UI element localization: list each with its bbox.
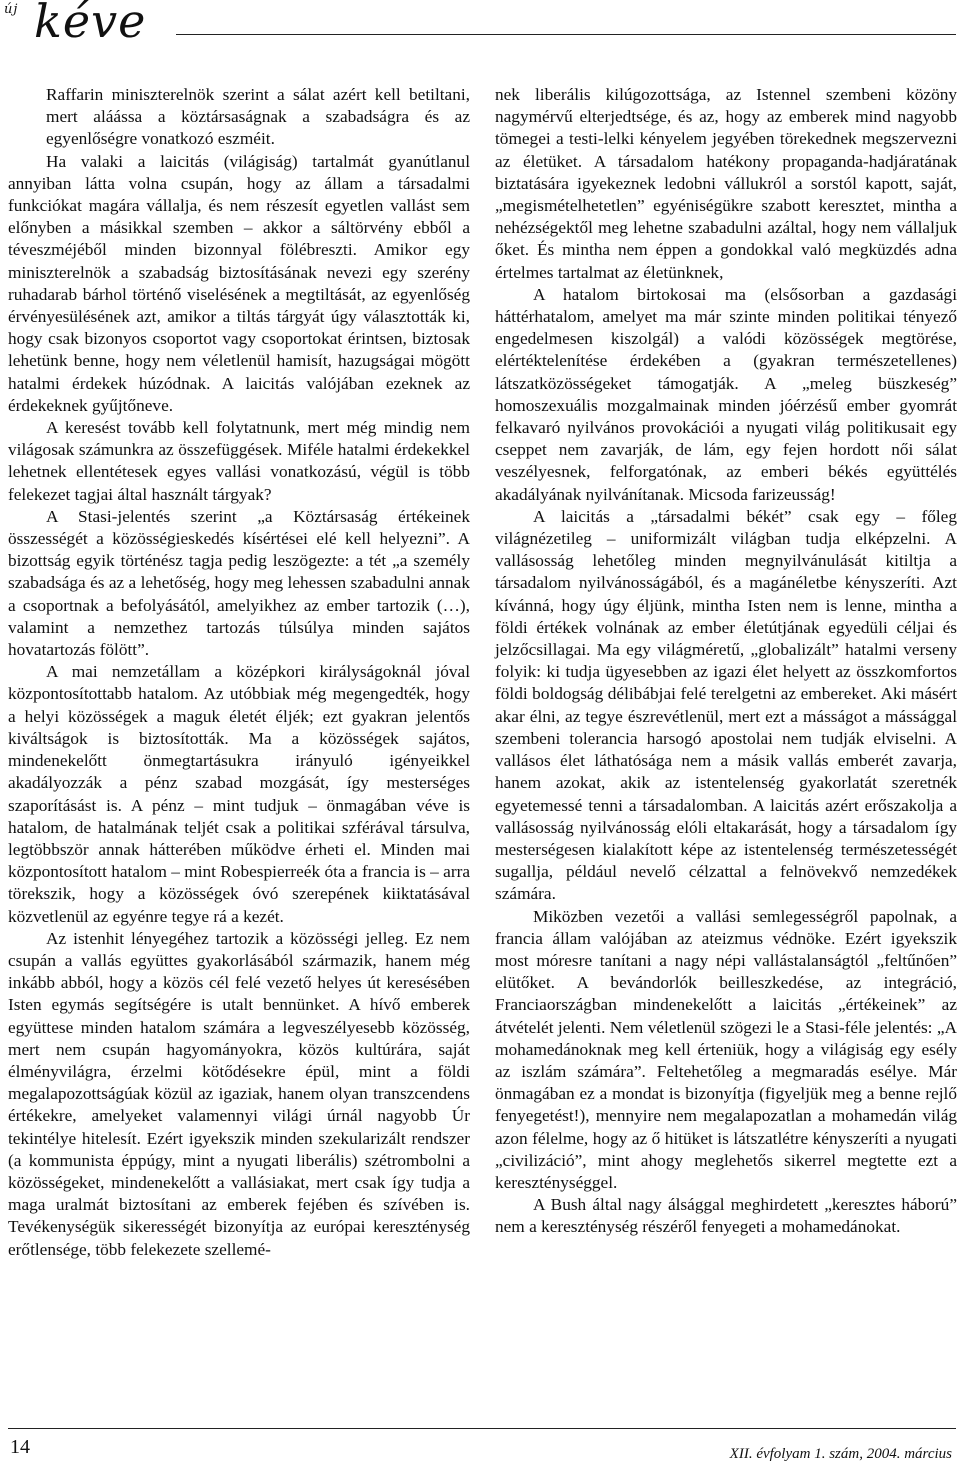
masthead [0, 0, 960, 60]
logo-title: kéve [34, 0, 147, 48]
paragraph: Miközben vezetői a vallási semlegességről papolnak, a francia állam valójában az ateizmus védnöke. Ezért igyekszik most móresre tanítani a nagy népi vallástalanságtól „feltűnően” elütőket. A bevándorlók beilleszkedése, az integráció, Franciaországban mindenekelőtt a laicitás „értékeinek” az átvételét jelenti. Nem véletlenül szögezi le a Stasi-féle jelentés: „A mohamedánoknak meg kell érteniük, hogy a világiság egy esély az iszlám számára”. Feltehetőleg a megmaradás esélye. Már önmagában ez a mondat is bizonyítja (figyeljük meg a benne rejlő fenyegetést!), mennyire nem megalapozatlan a mohamedán világ azon félelme, hogy az ő hitüket is látszatlétre kényszeríti a nyugati „civilizáció”, mint ahogy meglehetős sikerrel megtette ezt a kereszténységgel. [495, 906, 957, 1192]
right-column [495, 84, 957, 1239]
left-column [8, 84, 470, 1261]
header-rule [176, 34, 956, 35]
paragraph: Ha valaki a laicitás (világiság) tartalmát gyanútlanul annyiban látta volna csupán, hogy az állam a társadalmi funkciókat magára vállalja, és nem részesít egyetlen vallást sem előnyben a másikkal szemben – akkor a sáltörvény ebből a téveszméjéből minden bizonnyal fölébreszti. Amikor egy miniszterelnök a szabadság biztosításának nevezi egy szerény ruhadarab bárhol történő viselésének a megtiltását, az egyenlőség érvényesülésének azt, amikor a tiltás tárgyát úgy választották ki, hogy csak bizonyos csoportot vagy csoportokat érintsen, biztosak lehetünk benne, hogy nem véletlenül hamisít, hazugságai mögött hatalmi érdekek húzódnak. A laicitás valójában ezeknek az érdekeknek gyűjtőneve. [8, 151, 470, 415]
paragraph: A Stasi-jelentés szerint „a Köztársaság értékeinek összességét a közösségieskedés kísértései elé kell helyezni”. A bizottság egyik történész tagja pedig leszögezte: a tét „a személy szabadsága és az a lehetőség, hogy meg lehessen szabadulni annak a csoportnak a befolyásától, amelyikhez az ember tartozik (…), valamint a nemzethez tartozás túlsúlya minden sajátos hovatartozás fölött”. [8, 506, 470, 660]
footer-rule [8, 1428, 956, 1429]
paragraph: nek liberális kilúgozottsága, az Istennel szembeni közöny nagymérvű elterjedtsége, és az, hogy az emberek mind nagyobb tömegei a testi-lelki kényelem jegyében törekednek megszervezni az életüket. A társadalom hatékony propaganda-hadjáratának biztatására igyekeznek ledobni vállukról a sorstól kapott, saját, „megismételhetetlen” egyéniségükre szabott keresztet, mintha a nehézségektől meg lehetne szabadulni azáltal, hogy nem vállaljuk őket. És mintha nem éppen a gondokkal való megküzdés adna értelmes tartalmat az életünknek, [495, 85, 957, 282]
paragraph: A laicitás a „társadalmi békét” csak egy – főleg világnézetileg – uniformizált világban tudja elképzelni. A vallásosság lehetőleg minden megnyilvánulását kitiltja a társadalom nyilvánosságából, és a magánéletbe kényszeríti. Azt kívánná, hogy úgy éljünk, mintha Isten nem is lenne, mintha a földi értékek volnának az ember életútjának egyedüli céljai és jelzőcsillagai. Ma egy világméretű, „globalizált” hatalmi verseny folyik: ki tudja ügyesebben az igazi élet helyett az összkomfortos földi boldogság délibábjai felé terelgetni az embereket. Aki másért akar élni, az tegye észrevétlenül, mert ezt a másságot a mássággal szembeni tolerancia harsogó apostolai nem tudják elviselni. A vallásos élet láthatósága nem a másik vallás emberét zavarja, hanem azokat, akik az istentelenség gyakorlatát szeretnék egyetemessé tenni a társadalomban. A laicitás azért erőszakolja a vallásosság nyilvánosság elóli eltakarását, hogy a társadalom így mesterségesen kialakított képe az istentelenség természetességét sugallja, például nevelő célzattal a felnövekvő nemzedékek számára. [495, 506, 957, 904]
page-number: 14 [10, 1436, 30, 1458]
paragraph: A Bush által nagy álsággal meghirdetett „keresztes háború” nem a kereszténység részéről fenyegeti a mohamedánokat. [495, 1195, 957, 1237]
paragraph: A keresést tovább kell folytatnunk, mert még mindig nem világosak számunkra az összefüggések. Miféle hatalmi érdekekkel lehetnek ellentétesek egyes vallási vonatkozású, végül is több felekezet tagjai által használt tárgyak? [8, 418, 470, 504]
paragraph: Raffarin miniszterelnök szerint a sálat azért kell betiltani, mert aláássa a köztársaságnak a szabadságra és az egyenlőségre vonatkozó eszméit. [46, 85, 470, 149]
paragraph: A mai nemzetállam a középkori királyságoknál jóval központosítottabb hatalom. Az utóbbiak még megengedték, hogy a helyi közösségek a maguk életét éljék; ezt gyakran jelentős kiváltságok is biztosították. Ma a közösségek sajátos, mindenekelőtt önmegtartásukra irányuló igényeikkel akadályozzák a pénz szabad mozgását, így mesterséges szaporításást is. A pénz – mint tudjuk – önmagában véve is hatalom, de hatalmának teljét csak a politikai szférával társulva, legtöbbször annak hátterében működve érheti el. Minden mai központosított hatalom – mint Robespierreék óta a francia is – arra törekszik, hogy a közösségek óvó szerepének kiiktatásával közvetlenül az egyénre tegye rá a kezét. [8, 662, 470, 926]
logo-small-text: új [4, 2, 19, 17]
issue-info: XII. évfolyam 1. szám, 2004. március [729, 1446, 952, 1462]
paragraph: A hatalom birtokosai ma (elsősorban a gazdasági háttérhatalom, amelyet ma már szinte minden politikai tényező engedelmesen kiszolgál) a valódi közösségek megtörése, elértéktelenítése érdekében a (gyakran természetellenes) látszatközösségeket támogatják. A „meleg büszkeség” homoszexuális mozgalmainak minden jóérzésű ember gyomrát felkavaró nyilvános provokációi a nyugati világ politikusait egy cseppet nem zavarják, de lám, egy fejen hordott női sálat veszélyesnek, felforgatónak, az emberi békés együttélés akadályának nyilvánítanak. Micsoda farizeusság! [495, 284, 957, 504]
paragraph: Az istenhit lényegéhez tartozik a közösségi jelleg. Ez nem csupán a vallás együttes gyakorlásából származik, hanem még inkább abból, hogy a közös cél felé vezető helyes út keresésében Isten egymás segítségére is utalt bennünket. A hívő emberek együttese minden hatalom számára a legveszélyesebb közösség, mert nem csupán hagyományokra, közös kultúrára, saját élményvilágra, érzelmi kötődésekre épül, mint a földi megalapozottságúak közül az igaziak, hanem olyan transzcendens értékekre, amelyeket valamennyi világi úrnál nagyobb Úr tekintélye hitelesít. Ezért igyekszik minden szekularizált rendszer (a kommunista éppúgy, mint a nyugati liberális) szétrombolni a közösségeket, mindenekelőtt a vallásiakat, mert csak így tudja a maga uralmát biztosítani az emberek fejében és szívében is. Tevékenységük sikerességét bizonyítja az európai kereszténység erőtlensége, több felekezete szellemé- [8, 928, 470, 1259]
